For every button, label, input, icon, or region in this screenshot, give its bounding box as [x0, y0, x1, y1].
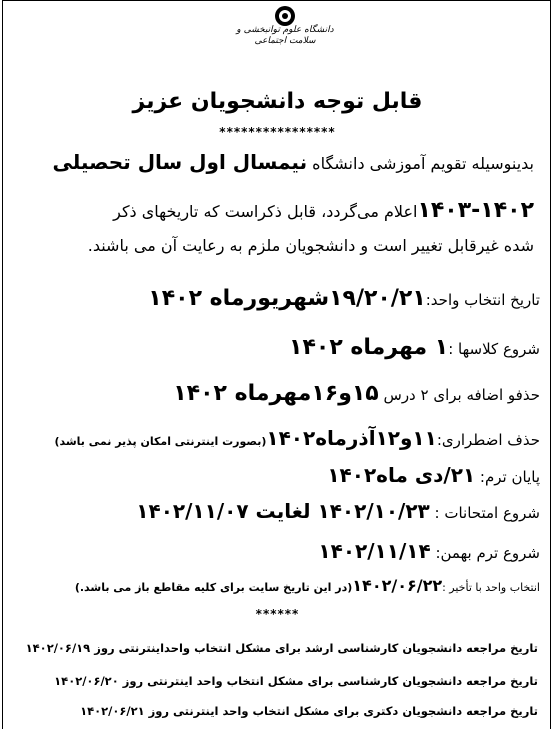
schedule-value: ۲۱/دی ماه۱۴۰۲: [327, 463, 476, 487]
reference-masters: [11, 641, 538, 655]
schedule-emergency-drop: [11, 426, 540, 450]
schedule-value: ۱۴۰۲/۰۶/۲۲: [352, 576, 443, 595]
schedule-late-registration: [11, 576, 540, 595]
schedule-value: ۱۵و۱۶مهرماه ۱۴۰۲: [173, 381, 379, 406]
university-name: دانشگاه علوم توانبخشی و سلامت اجتماعی: [236, 25, 334, 46]
schedule-label: شروع امتحانات :: [429, 504, 540, 522]
intro-year: ۱۴۰۳-۱۴۰۲: [417, 198, 534, 223]
reference-date: ۱۴۰۲/۰۶/۱۹: [25, 641, 91, 655]
schedule-label: شروع ترم بهمن:: [430, 544, 540, 562]
schedule-value: ۱۹/۲۰/۲۱شهریورماه ۱۴۰۲: [148, 286, 426, 311]
reference-text: تاریخ مراجعه دانشجویان دکتری برای مشکل انتخاب واحد اینترنتی روز: [144, 704, 538, 718]
university-emblem-icon: [225, 5, 345, 27]
schedule-bahman-term: [11, 539, 540, 563]
schedule-classes-start: [11, 335, 540, 360]
schedule-label: حذف اضطراری:: [436, 431, 540, 449]
intro-part2: اعلام می‌گردد، قابل ذکراست که تاریخهای ذکر: [113, 202, 418, 221]
intro-line-1: [17, 145, 534, 181]
reference-date: ۱۴۰۲/۰۶/۲۱: [80, 704, 145, 718]
reference-date: ۱۴۰۲/۰۶/۲۰: [54, 674, 119, 688]
schedule-registration: [11, 286, 540, 311]
intro-line-2: [17, 194, 534, 229]
schedule-label: حذفو اضافه برای ۲ درس: [378, 386, 540, 404]
schedule-value: ۱۱و۱۲آذرماه۱۴۰۲: [266, 426, 437, 450]
schedule-label: شروع کلاسها :: [448, 340, 540, 358]
schedule-exams: [11, 499, 540, 523]
schedule-label: پایان ترم:: [475, 468, 540, 486]
schedule-label: تاریخ انتخاب واحد:: [425, 291, 540, 309]
page-title: قابل توجه دانشجویان عزیز: [132, 89, 423, 114]
intro-part1: بدینوسیله تقویم آموزشی دانشگاه: [307, 154, 534, 173]
schedule-value: ۱۴۰۲/۱۱/۱۴: [318, 539, 431, 563]
schedule-label: انتخاب واحد با تأخیر :: [442, 581, 540, 594]
schedule-term-end: [11, 463, 540, 487]
schedule-note: (در این تاریخ سایت برای کلیه مقاطع باز می باشد.): [74, 581, 353, 594]
reference-bachelors: [11, 674, 538, 688]
divider-stars-top: ****************: [219, 125, 336, 139]
reference-text: تاریخ مراجعه دانشجویان کارشناسی ارشد برای مشکل انتخاب واحداینترنتی روز: [90, 641, 538, 655]
intro-part3: شده غیرقابل تغییر است و دانشجویان ملزم به رعایت آن می باشند.: [87, 236, 534, 255]
intro-line-3: [17, 229, 534, 263]
intro-emphasis: نیمسال اول سال تحصیلی: [52, 150, 308, 174]
schedule-add-drop: [11, 381, 540, 406]
schedule-value: ۱ مهرماه ۱۴۰۲: [289, 335, 449, 360]
schedule-note: (بصورت اینترنتی امکان پذیر نمی باشد): [54, 435, 267, 448]
university-logo: [225, 5, 345, 63]
divider-stars-mid: ******: [255, 607, 300, 621]
reference-phd: [11, 704, 538, 718]
schedule-value: ۱۴۰۲/۱۰/۲۳ لغایت ۱۴۰۲/۱۱/۰۷: [136, 499, 430, 523]
announcement-page: [2, 0, 551, 729]
reference-text: تاریخ مراجعه دانشجویان کارشناسی برای مشکل انتخاب واحد اینترنتی روز: [118, 674, 538, 688]
